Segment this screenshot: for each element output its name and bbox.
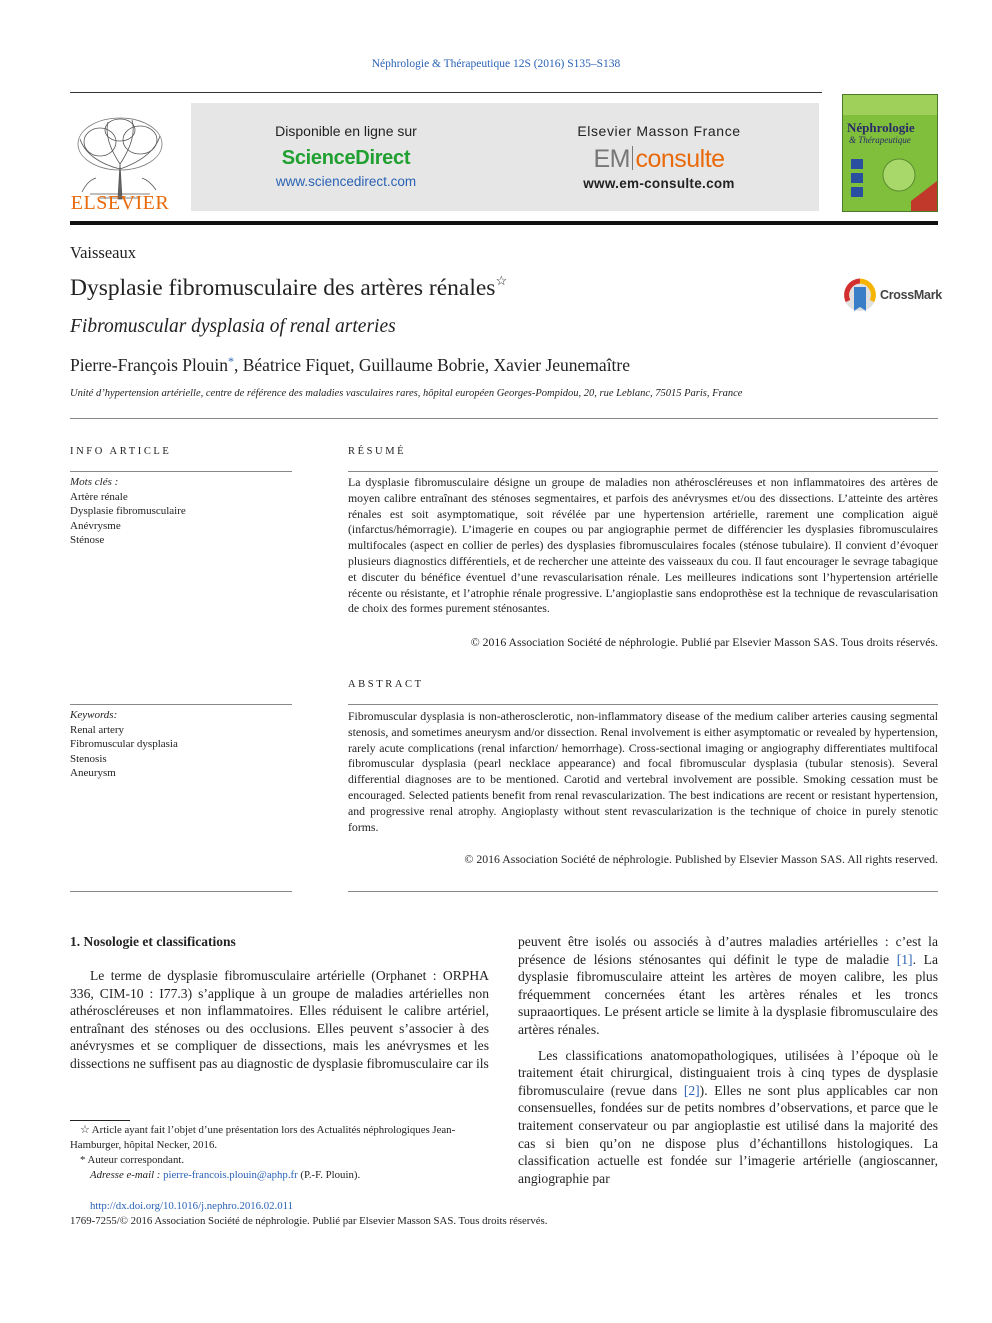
- doi-link[interactable]: [90, 1199, 293, 1214]
- footnote-1: [70, 1123, 489, 1153]
- emconsulte-block: [500, 103, 818, 211]
- authors-other: , Béatrice Fiquet, Guillaume Bobrie, Xavier Jeunemaître: [233, 355, 631, 375]
- journal-cover[interactable]: [842, 94, 938, 212]
- keywords-rule: [70, 704, 292, 705]
- email-link[interactable]: pierre-francois.plouin@aphp.fr: [163, 1169, 298, 1181]
- mots-cles-block: [70, 475, 292, 548]
- emconsulte-logo[interactable]: [500, 145, 818, 174]
- footnote-2: [70, 1153, 489, 1168]
- body-paragraph: [518, 1047, 938, 1188]
- body-paragraph: Le terme de dysplasie fibromusculaire artérielle (Orphanet : ORPHA 336, CIM-10 : I77.3) s’applique à un groupe de maladies artérielles non athéroscléreuses et non inflammatoires. Elles réduisent le calibre artériel, entraînant des sténoses ou des occlusions. Elles peuvent s’associer à des anévrysmes et se compliquer de dissections, mais les anévrysmes et les dissections ne suffisent pas au diagnostic de dysplasie fibromusculaire car ils: [70, 968, 489, 1071]
- emconsulte-publisher: Elsevier Masson France: [577, 123, 741, 139]
- article-title: [70, 273, 507, 302]
- abstract-rule: [348, 704, 938, 705]
- crossmark-icon[interactable]: [842, 277, 880, 313]
- cover-subtitle: & Thérapeutique: [849, 135, 911, 145]
- cover-title: Néphrologie: [847, 120, 915, 135]
- footnote-1-text: Article ayant fait l’objet d’une présentation lors des Actualités néphrologiques Jean-Hamburger, hôpital Necker, 2016.: [70, 1124, 456, 1151]
- resume-heading: RÉSUMÉ: [348, 446, 407, 457]
- author-corresponding[interactable]: Pierre-François Plouin: [70, 355, 228, 375]
- emconsulte-link[interactable]: www.em-consulte.com: [583, 176, 735, 191]
- emconsulte-logo-em: EM: [593, 145, 630, 173]
- article-title-english: Fibromuscular dysplasia of renal arteries: [70, 316, 396, 337]
- elsevier-wordmark: ELSEVIER: [70, 192, 170, 214]
- reference-link-2[interactable]: [2]: [683, 1082, 700, 1098]
- footnote-2-text: Auteur correspondant.: [87, 1154, 185, 1166]
- abstract-bottom-rule: [348, 891, 938, 892]
- abstract-copyright: © 2016 Association Société de néphrologie. Published by Elsevier Masson SAS. All rights reserved.: [464, 852, 938, 866]
- title-footnote-mark[interactable]: ☆: [495, 273, 508, 288]
- sciencedirect-link[interactable]: www.sciencedirect.com: [275, 174, 417, 189]
- resume-copyright: © 2016 Association Société de néphrologie. Publié par Elsevier Masson SAS. Tous droits réservés.: [470, 635, 938, 649]
- article-title-text: Dysplasie fibromusculaire des artères rénales: [70, 275, 496, 301]
- footnote-2-mark: *: [80, 1154, 86, 1166]
- body-text: . La dysplasie fibromusculaire atteint les artères de moyen calibre, les plus fréquemment concernées étant les artères rénales et les troncs supraaortiques. Le présent article se limite à la dysplasie fibromusculaire des artères rénales.: [518, 951, 938, 1037]
- reference-link-1[interactable]: [1]: [896, 951, 913, 967]
- abstract-text: Fibromuscular dysplasia is non-atherosclerotic, non-inflammatory disease of the medium caliber arteries causing segmental stenosis, and sometimes aneurysm and/or dissection. Renal involvement is either asymptomatic or revealed by hypertension, rarely acute complications (renal infarction/ hemorrhage). Cross-sectional imaging or angiography differentiates multifocal fibromuscular dysplasia (pearl necklace appearance) and focal fibromuscular dysplasia (tubular stenosis). Several differential diagnoses are to be mentioned. Carotid and vertebral involvement are possible. Smoking cessation must be encouraged. Selected patients benefit from renal revascularization. The best indications are recent or resistant hypertension, and progressive renal atrophy. Angioplasty without stent revascularization is the technique of choice in purely stenotic forms.: [348, 709, 938, 834]
- info-bottom-rule: [70, 891, 292, 892]
- author-list: [70, 354, 630, 376]
- keyword: Aneurysm: [70, 767, 116, 779]
- cover-illustration: [851, 151, 937, 211]
- article-section: Vaisseaux: [70, 243, 136, 262]
- journal-citation[interactable]: Néphrologie & Thérapeutique 12S (2016) S135–S138: [371, 58, 621, 70]
- resume-text: La dysplasie fibromusculaire désigne un groupe de maladies non athéroscléreuses et non inflammatoires des artères de moyen calibre entraînant des sténoses segmentaires, et parfois des anévrysmes et/ou des dissections. L’atteinte des artères rénales est soit asymptomatique, soit révélée par une hypertension artérielle, rarement une complication aiguë (infarctus/hémorragie). L’imagerie en coupes ou par angiographie permet de différencier les dysplasies fibromusculaires multifocales (aspect en collier de perles) des dysplasies fibromusculaires focales (sténose tubulaire). Il convient d’évoquer plusieurs diagnostics différentiels, et de rechercher une atteinte des vaisseaux du cou. Il faut encourager le sevrage tabagique et discuter du bénéfice éventuel d’une revascularisation rénale. Les meilleures indications sont l’hypertension artérielle récente ou résistante, et l’atrophie rénale progressive. L’angioplastie sans endoprothèse est la technique de revascularisation de choix des formes purement sténosantes.: [348, 475, 938, 616]
- mots-cles-label: Mots clés :: [70, 476, 119, 488]
- sciencedirect-block: [191, 103, 501, 211]
- body-text: peuvent être isolés ou associés à d’autres maladies artérielles : c’est la présence de lésions sténosantes qui définit le type de maladie: [518, 934, 938, 967]
- section-heading: 1. Nosologie et classifications: [70, 934, 236, 949]
- mot-cle: Sténose: [70, 534, 105, 546]
- sciencedirect-available-label: Disponible en ligne sur: [275, 123, 417, 139]
- keywords-label: Keywords:: [70, 709, 118, 721]
- abstract-heading: ABSTRACT: [348, 679, 424, 690]
- mot-cle: Dysplasie fibromusculaire: [70, 505, 186, 517]
- mot-cle: Artère rénale: [70, 490, 128, 503]
- header-thick-rule: [70, 221, 938, 225]
- sciencedirect-logo[interactable]: ScienceDirect: [281, 147, 411, 169]
- keyword: Stenosis: [70, 752, 107, 765]
- cover-top-strip: [843, 95, 938, 115]
- footnote-1-mark: ☆: [80, 1124, 90, 1136]
- affiliation: Unité d’hypertension artérielle, centre de référence des maladies vasculaires rares, hôpital européen Georges-Pompidou, 20, rue Leblanc, 75015 Paris, France: [70, 388, 743, 399]
- emconsulte-logo-separator: [632, 146, 634, 170]
- doi-text[interactable]: http://dx.doi.org/10.1016/j.nephro.2016.02.011: [90, 1200, 294, 1212]
- info-article-heading: INFO ARTICLE: [70, 446, 172, 457]
- corresponding-author-mark[interactable]: *: [227, 354, 234, 368]
- resume-rule: [348, 471, 938, 472]
- footnote-email: [70, 1168, 489, 1183]
- body-paragraph: [518, 933, 938, 1039]
- title-rule: [70, 418, 938, 419]
- footnotes: [70, 1123, 489, 1183]
- body-left-column: [70, 967, 489, 1073]
- email-owner: (P.-F. Plouin).: [300, 1169, 361, 1181]
- keywords-block: [70, 708, 292, 781]
- header-rule: [70, 92, 822, 93]
- emconsulte-logo-consulte: consulte: [635, 145, 725, 173]
- keyword: Fibromuscular dysplasia: [70, 738, 178, 750]
- body-text: ). Elles ne sont plus applicables car non consensuelles, fondées sur de petits nombres d’observations, et parce que le traitement conservateur ou par angioplastie est utilisé dans la majorité des cas si bien qu’on ne dispose plus d’échantillons histologiques. La classification actuelle est fondée sur l’imagerie artérielle (angioscanner, angiographie par: [518, 1082, 938, 1186]
- info-rule: [70, 471, 292, 472]
- issn-line: 1769-7255/© 2016 Association Société de néphrologie. Publié par Elsevier Masson SAS. Tous droits réservés.: [70, 1215, 548, 1227]
- footnote-rule: [70, 1120, 130, 1121]
- email-label: Adresse e-mail :: [90, 1169, 161, 1181]
- mot-cle: Anévrysme: [70, 519, 121, 532]
- crossmark-label[interactable]: CrossMark: [880, 288, 942, 302]
- keyword: Renal artery: [70, 723, 125, 736]
- body-text: Les classifications anatomopathologiques, utilisées à l’époque où le traitement était chirurgical, distinguaient trois à cinq types de dysplasie fibromusculaire (revue dans: [518, 1047, 938, 1098]
- body-right-column: [518, 933, 938, 1187]
